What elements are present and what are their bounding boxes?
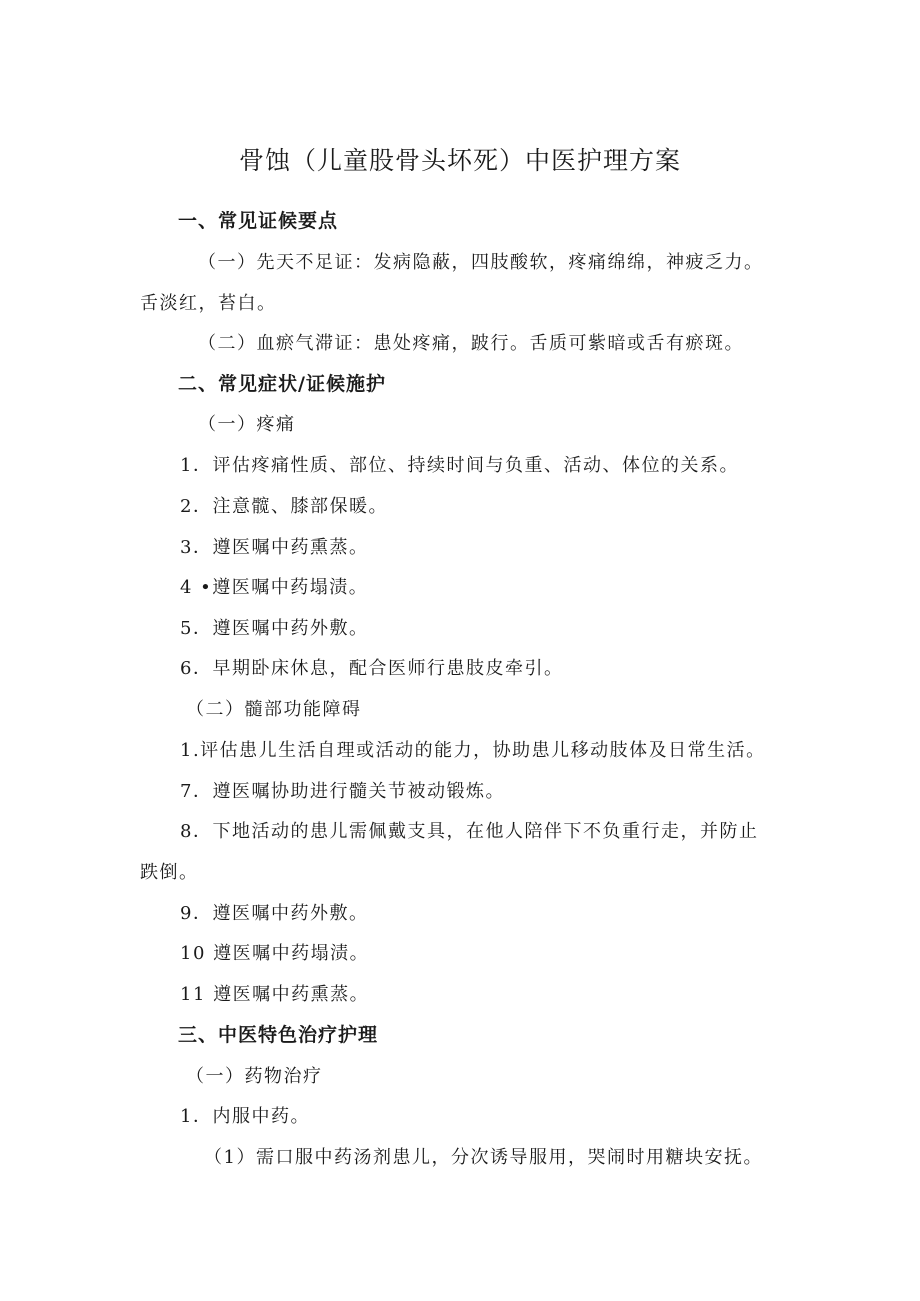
list-item: 11 遵医嘱中药熏蒸。 <box>180 984 370 1005</box>
list-item-continued: 跌倒。 <box>140 862 199 883</box>
list-item: 6．早期卧床休息，配合医师行患肢皮牵引。 <box>180 658 564 679</box>
subsection-hip-dysfunction: （二）髓部功能障碍 <box>186 699 362 720</box>
subsection-pain: （一）疼痛 <box>198 414 296 435</box>
document-title: 骨蚀（儿童股骨头坏死）中医护理方案 <box>238 146 681 175</box>
syndrome-item-2: （二）血瘀气滞证：患处疼痛，跛行。舌质可紫暗或舌有瘀斑。 <box>198 333 744 354</box>
section-heading-2: 二、常见症状/证候施护 <box>178 373 386 395</box>
list-item: （1）需口服中药汤剂患儿，分次诱导服用，哭闹时用糖块安抚。 <box>204 1147 763 1168</box>
list-item: 1.评估患儿生活自理或活动的能力，协助患儿移动肢体及日常生活。 <box>180 740 766 761</box>
list-item: 2．注意髋、膝部保暖。 <box>180 496 388 517</box>
list-item: 10 遵医嘱中药塌渍。 <box>180 943 370 964</box>
section-heading-1: 一、常见证候要点 <box>178 210 339 232</box>
section-heading-3: 三、中医特色治疗护理 <box>178 1024 379 1046</box>
list-item: 9．遵医嘱中药外敷。 <box>180 903 369 924</box>
subsection-drug-therapy: （一）药物治疗 <box>186 1066 323 1087</box>
list-item: 4 •遵医嘱中药塌渍。 <box>180 577 369 598</box>
list-item: 5．遵医嘱中药外敷。 <box>180 618 369 639</box>
syndrome-item-1-continued: 舌淡红，苔白。 <box>140 293 277 314</box>
list-item: 3．遵医嘱中药熏蒸。 <box>180 537 369 558</box>
syndrome-item-1: （一）先天不足证：发病隐蔽，四肢酸软，疼痛绵绵，神疲乏力。 <box>198 252 764 273</box>
list-item: 8．下地活动的患儿需佩戴支具，在他人陪伴下不负重行走，并防止 <box>180 821 759 842</box>
list-item: 7．遵医嘱协助进行髓关节被动锻炼。 <box>180 781 505 802</box>
list-item: 1．评估疼痛性质、部位、持续时间与负重、活动、体位的关系。 <box>180 455 739 476</box>
list-item: 1．内服中药。 <box>180 1106 310 1127</box>
